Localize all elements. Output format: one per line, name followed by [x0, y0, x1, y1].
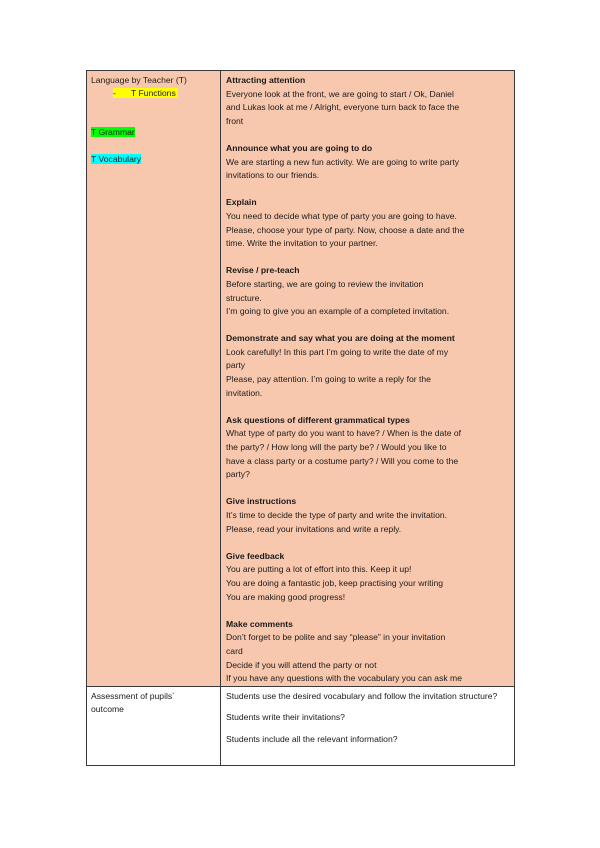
- section-title: Make comments: [226, 618, 293, 629]
- assessment-items-cell: [221, 686, 515, 765]
- lesson-plan-table: [86, 70, 515, 766]
- section-line: Please, choose your type of party. Now, choose a date and the: [226, 224, 465, 235]
- section-line: Don’t forget to be polite and say “please” in your invitation: [226, 632, 446, 643]
- section-block: [226, 142, 510, 183]
- language-label: Language by Teacher (T): [91, 75, 187, 85]
- section-title: Attracting attention: [226, 75, 306, 85]
- functions-item: [91, 87, 216, 100]
- assessment-row: [87, 686, 515, 765]
- functions-label: T Functions: [131, 88, 176, 98]
- section-line: Decide if you will attend the party or not: [226, 659, 377, 670]
- section-line: invitation.: [226, 387, 263, 398]
- section-line: You are putting a lot of effort into this. Keep it up!: [226, 564, 412, 575]
- section-block: [226, 495, 510, 536]
- section-line: invitations to our friends.: [226, 170, 320, 181]
- section-line: If you have any questions with the vocabulary you can ask me: [226, 673, 462, 684]
- section-line: Look carefully! In this part I’m going to write the date of my: [226, 346, 449, 357]
- assessment-item: Students use the desired vocabulary and follow the invitation structure?: [226, 690, 498, 701]
- section-block: [226, 550, 510, 604]
- section-line: Please, read your invitations and write a reply.: [226, 523, 402, 534]
- section-line: Please, pay attention. I’m going to write a reply for the: [226, 374, 431, 385]
- language-row: [87, 71, 515, 687]
- section-line: front: [226, 115, 244, 126]
- section-line: the party? / How long will the party be? / Would you like to: [226, 442, 447, 453]
- section-line: party?: [226, 469, 250, 480]
- section-line: have a class party or a costume party? / Will you come to the: [226, 455, 459, 466]
- section-line: You are making good progress!: [226, 591, 346, 602]
- section-title: Ask questions of different grammatical types: [226, 414, 410, 425]
- section-line: card: [226, 645, 243, 656]
- vocabulary-label: T Vocabulary: [91, 154, 142, 164]
- assessment-label-line2: outcome: [91, 703, 124, 714]
- section-title: Revise / pre-teach: [226, 265, 300, 276]
- section-title: Explain: [226, 197, 257, 208]
- section-title: Give instructions: [226, 496, 297, 507]
- section-line: party: [226, 360, 246, 371]
- section-block: [226, 618, 510, 686]
- section-title: Give feedback: [226, 550, 285, 561]
- assessment-label-cell: [87, 686, 221, 765]
- section-line: structure.: [226, 292, 262, 303]
- teacher-language-sections: [221, 71, 514, 686]
- section-line: Before starting, we are going to review the invitation: [226, 278, 424, 289]
- assessment-items: [221, 687, 514, 747]
- grammar-label: T Grammar: [91, 127, 135, 137]
- teacher-language-cell: [221, 71, 515, 687]
- section-line: What type of party do you want to have? / When is the date of: [226, 428, 462, 439]
- section-line: Everyone look at the front, we are going to start / Ok, Daniel: [226, 88, 454, 99]
- assessment-label-line1: Assessment of pupils´: [91, 690, 176, 701]
- functions-dash: -: [113, 88, 116, 98]
- section-title: Demonstrate and say what you are doing at the moment: [226, 333, 455, 344]
- section-block: [226, 196, 510, 250]
- functions-highlight: [113, 88, 178, 98]
- section-block: [226, 74, 510, 128]
- section-line: You are doing a fantastic job, keep practising your writing: [226, 577, 444, 588]
- section-line: time. Write the invitation to your partner.: [226, 238, 378, 249]
- section-line: It’s time to decide the type of party and write the invitation.: [226, 510, 448, 520]
- section-line: and Lukas look at me / Alright, everyone turn back to face the: [226, 102, 460, 113]
- assessment-item: Students write their invitations?: [226, 712, 345, 723]
- section-title: Announce what you are going to do: [226, 142, 373, 153]
- section-block: [226, 264, 510, 318]
- section-line: You need to decide what type of party you are going to have.: [226, 210, 457, 221]
- language-label-cell: [87, 71, 221, 687]
- section-block: [226, 414, 510, 482]
- section-line: We are starting a new fun activity. We are going to write party: [226, 156, 460, 167]
- section-block: [226, 332, 510, 400]
- assessment-item: Students include all the relevant information?: [226, 733, 398, 744]
- section-line: I’m going to give you an example of a completed invitation.: [226, 306, 450, 317]
